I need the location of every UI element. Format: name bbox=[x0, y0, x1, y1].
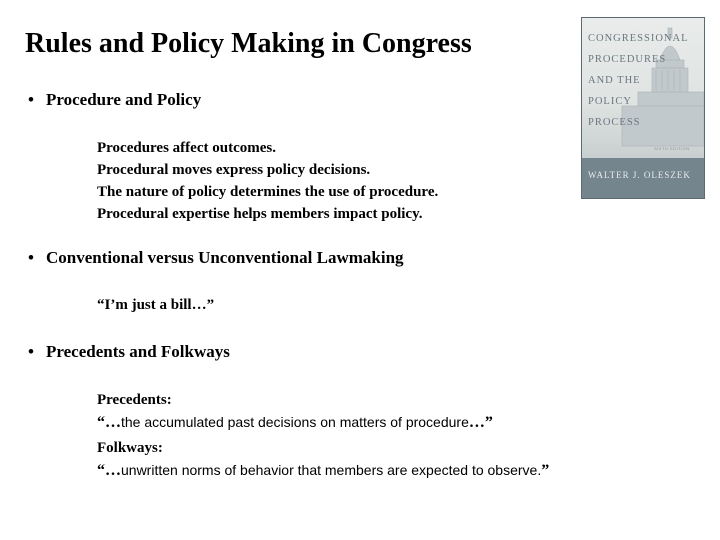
bullet-dot: • bbox=[28, 90, 34, 109]
open-quote: “… bbox=[97, 414, 121, 431]
bullet-procedure-and-policy bbox=[28, 90, 201, 110]
book-title: CONGRESSIONAL PROCEDURES AND THE POLICY PROCESS bbox=[588, 33, 689, 128]
book-author: WALTER J. OLESZEK bbox=[588, 170, 691, 180]
bullet-heading: Precedents and Folkways bbox=[46, 342, 230, 361]
book-cover-top bbox=[582, 18, 704, 158]
close-quote: ” bbox=[541, 462, 550, 479]
open-quote: “… bbox=[97, 462, 121, 479]
precedents-definition bbox=[97, 414, 493, 432]
sub-line: The nature of policy determines the use of procedure. bbox=[97, 184, 439, 200]
precedents-label: Precedents: bbox=[97, 392, 172, 408]
bullet-precedents-folkways bbox=[28, 342, 230, 362]
book-cover-image bbox=[581, 17, 705, 199]
bullet-dot: • bbox=[28, 342, 34, 361]
bill-quote: “I’m just a bill…” bbox=[97, 297, 215, 313]
sub-line: Procedures affect outcomes. bbox=[97, 140, 276, 156]
bullet-heading: Procedure and Policy bbox=[46, 90, 202, 109]
book-edition: SIXTH EDITION bbox=[654, 146, 690, 151]
slide-title: Rules and Policy Making in Congress bbox=[25, 28, 472, 59]
folkways-definition bbox=[97, 462, 549, 480]
folkways-label: Folkways: bbox=[97, 440, 163, 456]
precedents-text: the accumulated past decisions on matters of procedure bbox=[121, 414, 469, 430]
bullet-dot: • bbox=[28, 248, 34, 267]
close-quote: …” bbox=[468, 414, 493, 431]
sub-line: Procedural expertise helps members impact policy. bbox=[97, 206, 423, 222]
folkways-text: unwritten norms of behavior that members are expected to observe. bbox=[121, 462, 542, 478]
bullet-lawmaking bbox=[28, 248, 404, 268]
bullet-heading: Conventional versus Unconventional Lawmaking bbox=[46, 248, 404, 267]
sub-line: Procedural moves express policy decisions. bbox=[97, 162, 371, 178]
